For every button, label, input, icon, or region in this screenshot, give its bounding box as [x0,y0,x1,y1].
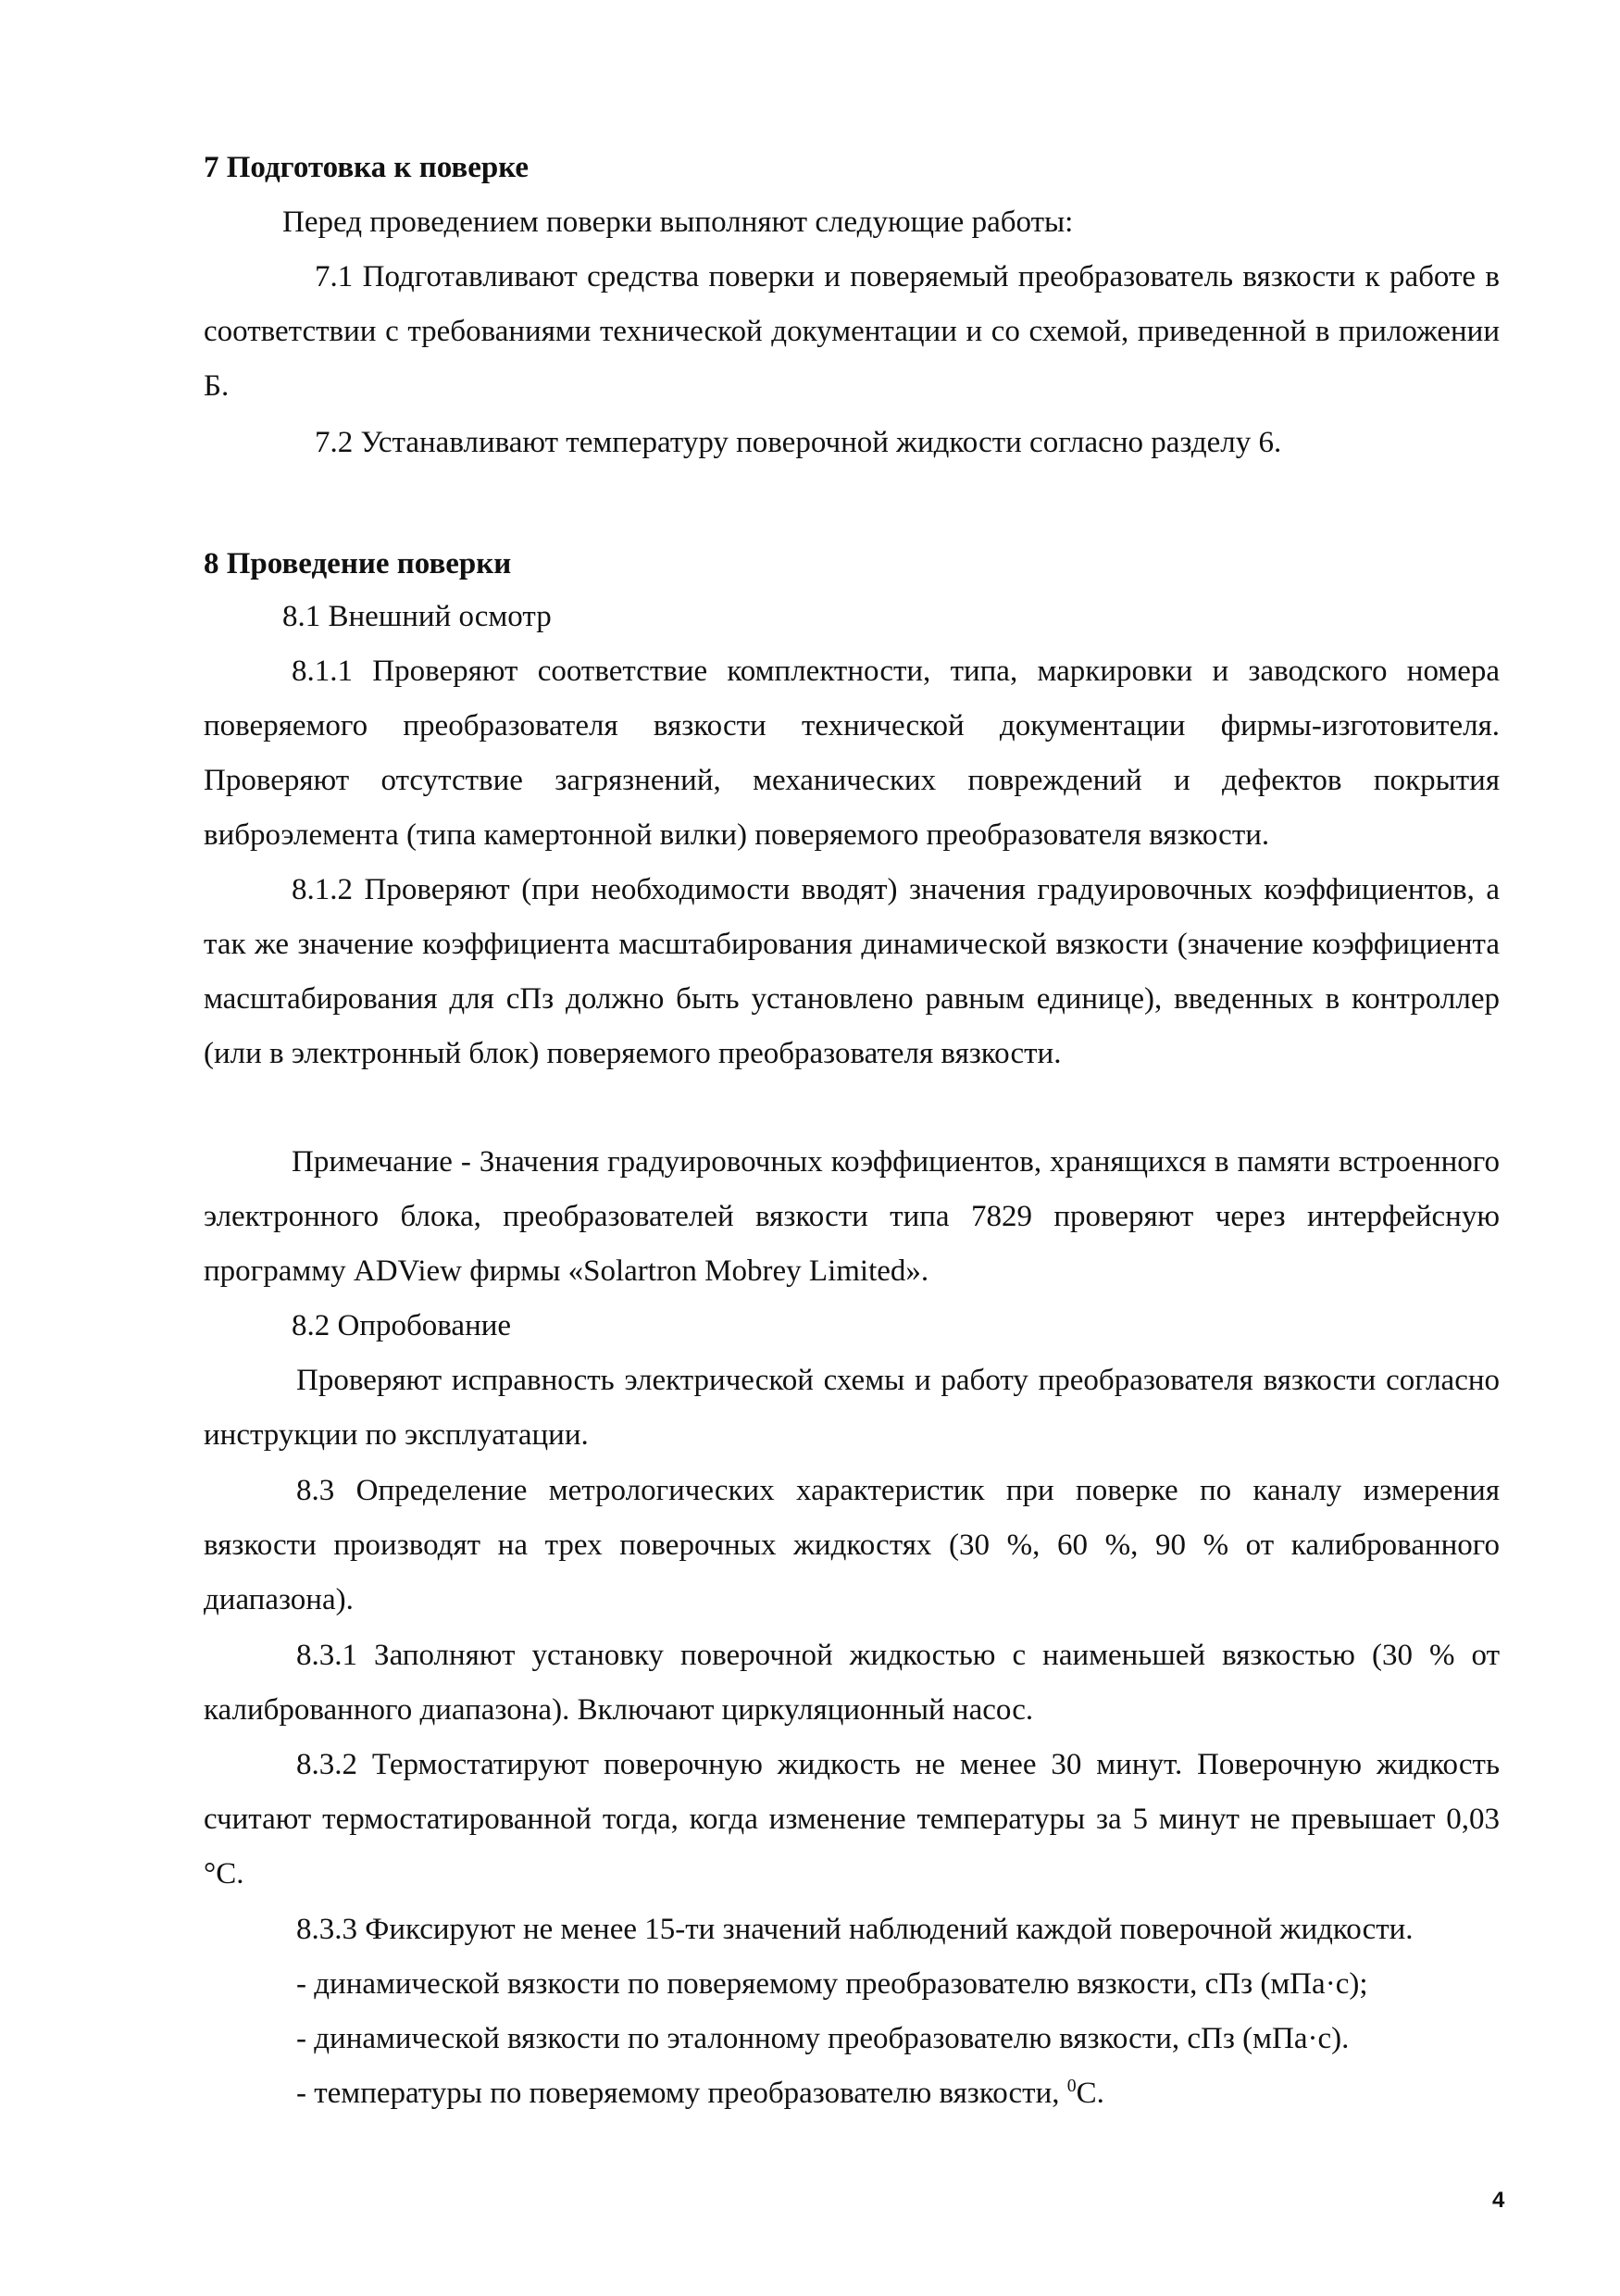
degree-superscript: 0 [1066,2076,1077,2096]
item-8-1-2: 8.1.2 Проверяют (при необходимости вводят) значения градуировочных коэффициентов, а так же значение коэффициента масштабирования динамической вязкости (значение коэффициента масштабирования для сПз должно быть установлено равным единице), введенных в контроллер (или в электронный блок) поверяемого преобразователя вязкости. [204,873,1500,1070]
item-7-2: 7.2 Устанавливают температуру поверочной жидкости согласно разделу 6. [315,426,1282,459]
item-8-2-text: Проверяют исправность электрической схемы и работу преобразователя вязкости согласно инструкции по эксплуатации. [204,1364,1500,1452]
subsection-8-2: 8.2 Опробование [292,1309,512,1342]
list-item: - динамической вязкости по эталонному преобразователю вязкости, сПз (мПа·с). [296,2022,1350,2055]
note: Примечание - Значения градуировочных коэффициентов, хранящихся в памяти встроенного электронного блока, преобразователей вязкости типа 7829 проверяют через интерфейсную программу ADView фирмы «Solartron Mobrey Limited». [204,1145,1500,1288]
page-number: 4 [1492,2188,1505,2213]
item-7-1: 7.1 Подготавливают средства поверки и поверяемый преобразователь вязкости к работе в соответствии с требованиями технической документации и со схемой, приведенной в приложении Б. [204,260,1500,403]
subsection-8-1: 8.1 Внешний осмотр [282,600,552,633]
section-8-heading: 8 Проведение поверки [204,547,512,580]
list-item: - динамической вязкости по поверяемому преобразователю вязкости, сПз (мПа·с); [296,1967,1368,2001]
list-item-text: - температуры по поверяемому преобразователю вязкости, [296,2077,1067,2110]
section-7-intro: Перед проведением поверки выполняют следующие работы: [282,206,1074,239]
item-8-3-1: 8.3.1 Заполняют установку поверочной жидкостью с наименьшей вязкостью (30 % от калиброванного диапазона). Включают циркуляционный насос. [204,1639,1500,1727]
item-8-3-3: 8.3.3 Фиксируют не менее 15-ти значений наблюдений каждой поверочной жидкости. [296,1913,1414,1946]
list-item [204,2066,1500,2121]
item-8-3-2: 8.3.2 Термостатируют поверочную жидкость не менее 30 минут. Поверочную жидкость считают термостатированной тогда, когда изменение температуры за 5 минут не превышает 0,03 °С. [204,1748,1500,1890]
section-7-heading: 7 Подготовка к поверке [204,151,530,184]
item-8-3: 8.3 Определение метрологических характеристик при поверке по каналу измерения вязкости производят на трех поверочных жидкостях (30 %, 60 %, 90 % от калиброванного диапазона). [204,1474,1500,1616]
item-8-1-1: 8.1.1 Проверяют соответствие комплектности, типа, маркировки и заводского номера поверяемого преобразователя вязкости технической документации фирмы-изготовителя. Проверяют отсутствие загрязнений, механических повреждений и дефектов покрытия виброэлемента (типа камертонной вилки) поверяемого преобразователя вязкости. [204,655,1500,852]
unit-text: С. [1076,2077,1104,2110]
